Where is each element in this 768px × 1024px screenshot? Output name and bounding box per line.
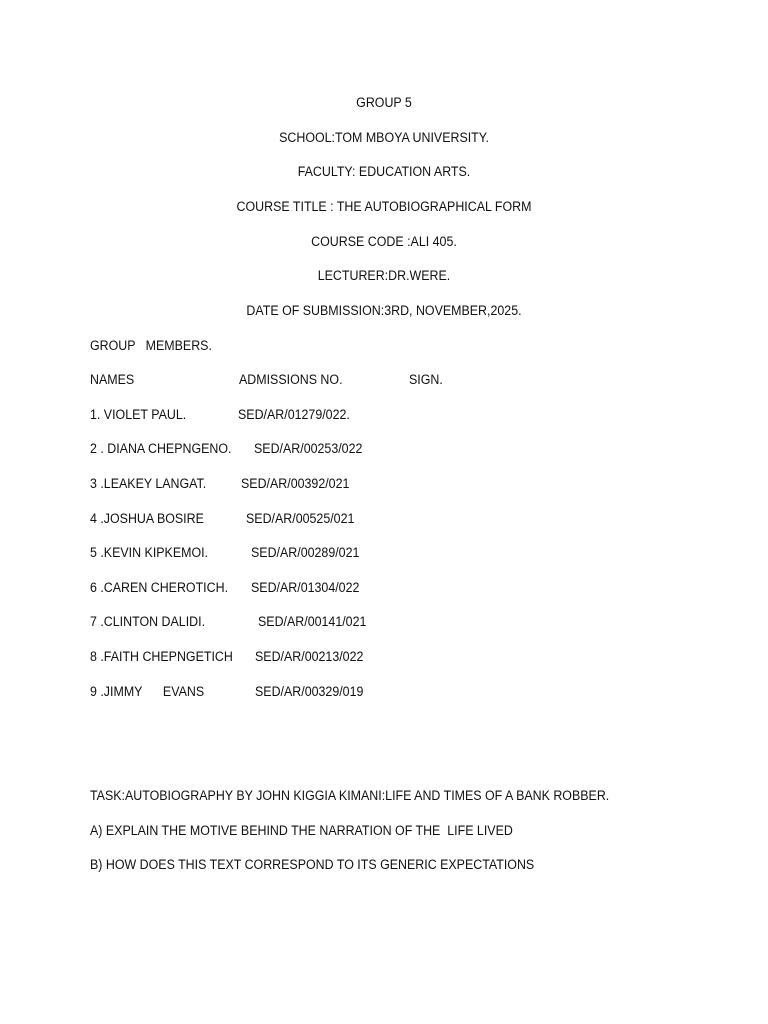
names-column-header: NAMES <box>90 372 135 387</box>
member-admission: SED/AR/00329/019 <box>255 684 364 699</box>
member-admission: SED/AR/01304/022 <box>251 580 360 595</box>
member-name: 5 .KEVIN KIPKEMOI. <box>90 545 209 560</box>
lecturer-line: LECTURER:DR.WERE. <box>317 268 451 283</box>
member-admission: SED/AR/00253/022 <box>254 441 363 456</box>
members-heading: GROUP MEMBERS. <box>90 338 212 353</box>
member-name: 7 .CLINTON DALIDI. <box>90 614 206 629</box>
member-name: 2 . DIANA CHEPNGENO. <box>90 441 232 456</box>
course-code-line: COURSE CODE :ALI 405. <box>311 234 457 249</box>
task-title: TASK:AUTOBIOGRAPHY BY JOHN KIGGIA KIMANI:LIFE AND TIMES OF A BANK ROBBER. <box>90 788 610 803</box>
member-admission: SED/AR/01279/022. <box>238 407 350 422</box>
member-name: 8 .FAITH CHEPNGETICH <box>90 649 233 664</box>
member-name: 9 .JIMMY EVANS <box>90 684 205 699</box>
school-line: SCHOOL:TOM MBOYA UNIVERSITY. <box>279 130 489 145</box>
question-a: A) EXPLAIN THE MOTIVE BEHIND THE NARRATION OF THE LIFE LIVED <box>90 823 513 838</box>
sign-column-header: SIGN. <box>409 372 443 387</box>
question-b: B) HOW DOES THIS TEXT CORRESPOND TO ITS GENERIC EXPECTATIONS <box>90 857 535 872</box>
member-admission: SED/AR/00392/021 <box>241 476 350 491</box>
faculty-line: FACULTY: EDUCATION ARTS. <box>297 164 471 179</box>
member-admission: SED/AR/00525/021 <box>246 511 355 526</box>
member-admission: SED/AR/00213/022 <box>255 649 364 664</box>
member-admission: SED/AR/00289/021 <box>251 545 360 560</box>
submission-date-line: DATE OF SUBMISSION:3RD, NOVEMBER,2025. <box>246 303 522 318</box>
member-name: 6 .CAREN CHEROTICH. <box>90 580 229 595</box>
member-admission: SED/AR/00141/021 <box>258 614 367 629</box>
group-title: GROUP 5 <box>356 95 412 110</box>
admission-column-header: ADMISSIONS NO. <box>239 372 343 387</box>
member-name: 3 .LEAKEY LANGAT. <box>90 476 207 491</box>
course-title-line: COURSE TITLE : THE AUTOBIOGRAPHICAL FORM <box>236 199 532 214</box>
member-name: 4 .JOSHUA BOSIRE <box>90 511 204 526</box>
member-name: 1. VIOLET PAUL. <box>90 407 187 422</box>
